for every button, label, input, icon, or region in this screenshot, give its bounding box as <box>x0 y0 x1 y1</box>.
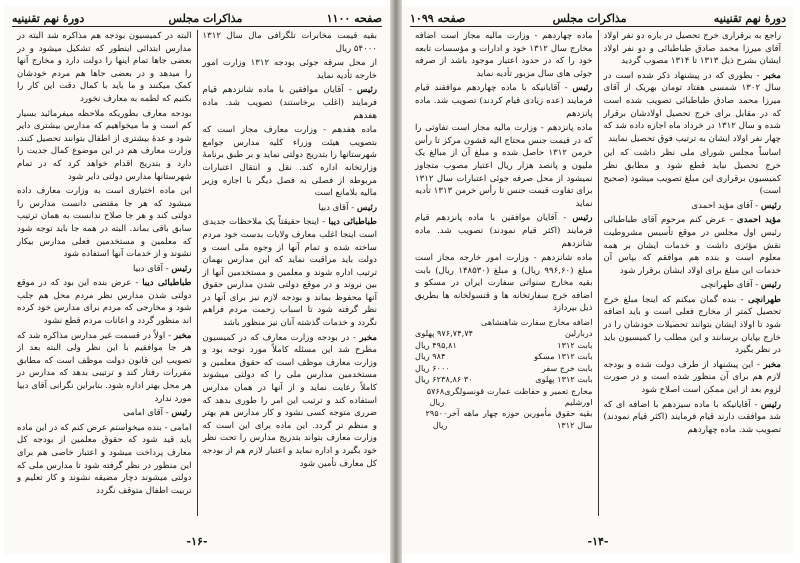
speech-text: آقای دبیا <box>318 202 349 213</box>
speech-text: آقایان موافقین با ماده پانزدهم قیام فرمایند (اکثر قیام نمودند) تصویب شد. ماده شانزدهم <box>415 213 593 249</box>
speaker-name: رئیس <box>356 85 377 96</box>
table-row <box>415 340 593 351</box>
speaker-paragraph: رئیس - آقای دبیا <box>318 202 377 213</box>
speaker-paragraph: مخبر - بطوری که در پیشنهاد ذکر شده است در سال ۱۳۰۲ شمسی هفتاد تومان بهریک از آقای میرزا محمد صادق طباطبائی تصویب شده است که در مقابل برای خرج تحصیل اولادشان برقرار شده و سال ۱۳۱۲ در خرداد ماه اجازه داده شد که چهار نفر اولاد ایشان به ترتیب فوق تحصیل نمایند <box>603 70 781 144</box>
speech-text: در بودجه وزارت معارف که در کمیسیون مطرح شد این مسئله کاملاً مورد توجه بود و وزارت معارف موظف است که حقوق معلمین و مستخدمین مدارس ملی را که دولتی میشوند کاملاً رعایت نماید و از آنها در همان مدارس استفاده کند و ترتیب این امر را طوری بدهد که ضرری متوجه کسی نشود و کار مدارس هم بهتر و منظم تر گردد. این ماده برای این است که وزارت معارف بتواند بتدریج مدارس را تحت نظر خود بگیرد و اداره نماید و اعتبار لازم هم از بودجه کل معارف تأمین شود <box>202 332 377 469</box>
speech-text: آقایانیکه با ماده چهاردهم موافقند قیام فرمایند (عده زیادی قیام کردند) تصویب شد. ماده پانزدهم <box>415 83 593 119</box>
text-paragraph: بقیه قیمت مخابرات تلگرافی مال سال ۱۳۱۲ ۵۴۰۰۰ ریال <box>202 31 377 54</box>
table-row <box>415 374 593 385</box>
budget-table <box>415 317 593 431</box>
speaker-paragraph: مخبر - اولاً در قسمت غیر مدارس مذاکره شد که هر جا موافقیم با این نظر ولی البته بعد از تصویب این قانون دولت موظف است که مطابق مقررات رفتار کند و ترتیبی بدهد که مدارس در هر محل بهتر اداره شود. بنابراین نگرانی آقای دبیا مورد ندارد <box>17 330 192 404</box>
speech-text: بنده گمان میکنم که اینجا مبلغ خرج تحصیل کمتر از مخارج فعلی است و باید اضافه شود تا اولاد ایشان بتوانند تحصیلات خودشان را در خارج بپایان برسانند و این مطلب را کمیسیون باید در نظر بگیرد <box>603 294 781 356</box>
speaker-paragraph: رئیس - آقایانیکه با ماده چهاردهم موافقند قیام فرمایند (عده زیادی قیام کردند) تصویب شد. ماده پانزدهم <box>415 83 593 119</box>
speaker-paragraph: طباطبائی دیبا - اینجا حقیقتاً یک ملاحظات جدیدی است اینجا اغلب معارف ولایات بدست خود مردم ساخته شده و تمام آنها از وجوه ملی است و دولت باید مراقبت نماید که این مدارس بهمان ترتیب اداره شوند و معلمین و مستخدمین آنها از بین نروند و در موقع دولتی شدن مدارس حقوق آنها محفوظ بماند و بودجه لازم نیز برای آنها در نظر گرفته شود تا اسباب زحمت مردم فراهم نگردد و خدمات گذشته آنان نیز منظور باشد <box>202 217 377 329</box>
speaker-name: مخبر <box>763 70 781 81</box>
speech-text: این پیشنهاد از طرف دولت شده و بودجه لازم هم برای آن منظور شده است و در صورت لزوم بعد از این ممکن است اصلاح شود <box>603 359 781 396</box>
text-paragraph: البته در کمیسیون بودجه هم مذاکره شد البته در مدارس ابتدائی اینطور که تشکیل میشود و در بعضی جاها تمام اینها را دولت دارد و مخارج آنها را میدهد و در بعضی جاها هم مردم خودشان کمک میکنند و ما باید با کمال دقت این کار را بکنیم که لطمه به معارف نخورد <box>17 31 192 104</box>
speech-text: آقایان موافقین با ماده شانزدهم قیام فرمایند (اغلب برخاستند) تصویب شد. ماده هفدهم <box>202 85 377 121</box>
speaker-name: رئیس <box>760 200 781 211</box>
speech-text: آقای دبیا <box>133 263 164 274</box>
text-paragraph: ماده شانزدهم - وزارت امور خارجه مجاز است مبلغ (۹۹۶,۶۰ ریال) و مبلغ (۱۴۸۵۳۰ ریال) بابت بقیه مخارج سنواتی سفارت ایران در مسکو و اضافه خرج سفارتخانه ها و قنسولخانه ها بطریق ذیل بپردازد <box>415 253 593 314</box>
right-col-left <box>410 30 598 516</box>
table-row-label: بابت ۱۳۱۲ پهلوی <box>535 374 593 385</box>
text-paragraph: این ماده اختیاری است به وزارت معارف داده میشود که هر جا مقتضی دانست مدارس را دولتی کند و هر جا صلاح ندانست به همان ترتیب سابق باقی بماند. البته در همه جا باید توجه شود که معلمین و مستخدمین فعلی مدارس بیکار نشوند و از خدمات آنها استفاده شود <box>17 186 192 260</box>
page-gutter <box>390 0 402 563</box>
speaker-paragraph: رئیس - آقای مؤید احمدی <box>691 200 781 211</box>
table-row <box>415 386 593 409</box>
table-row-value: ۹۷۶,۷۴,۷۴ پهلوی <box>415 328 474 339</box>
left-session-label: دورهٔ نهم تقنینیه <box>12 11 85 25</box>
right-session-label: دورهٔ نهم تقنینیه <box>713 11 786 25</box>
speaker-name: مؤید احمدی <box>736 215 781 226</box>
table-row-value: ۶۰۰۰ ریال <box>415 362 450 373</box>
table-row-label: دربارلین <box>564 328 593 339</box>
text-paragraph: از محل سرقه جوئی بودجه ۱۳۱۲ وزارت امور خارجه تأدیه نماید <box>202 58 377 81</box>
speaker-paragraph: مخبر - در بودجه وزارت معارف که در کمیسیون مطرح شد این مسئله کاملاً مورد توجه بود و وزارت معارف موظف است که حقوق معلمین و مستخدمین مدارس ملی را که دولتی میشوند کاملاً رعایت نماید و از آنها در همان مدارس استفاده کند و ترتیب این امر را طوری بدهد که ضرری متوجه کسی نشود و کار مدارس هم بهتر و منظم تر گردد. این ماده برای این است که وزارت معارف بتواند بتدریج مدارس را تحت نظر خود بگیرد و اداره نماید و اعتبار لازم هم از بودجه کل معارف تأمین شود <box>202 332 378 469</box>
text-paragraph: اساساً مجلس شورای ملی نظر داشت که این خرج تحصیل نباید قطع شود و مطابق نظر کمیسیون برقراری این مبلغ تصویب میشود (صحیح است) <box>603 148 781 197</box>
left-col-right <box>198 30 383 516</box>
speaker-name: طباطبائی دیبا <box>142 278 192 289</box>
speaker-name: رئیس <box>171 263 192 274</box>
right-page <box>402 6 794 554</box>
table-row-value: ۵۷۶۸ ریال <box>426 385 445 407</box>
left-page <box>4 6 390 554</box>
left-page-number: صفحه ۱۱۰۰ <box>326 11 382 25</box>
left-page-title: مذاکرات مجلس <box>168 11 243 25</box>
left-folio: -۱۶- <box>186 535 208 548</box>
right-col-right <box>599 30 787 516</box>
speaker-paragraph: رئیس - آقایان موافقین با ماده پانزدهم قیام فرمایند (اکثر قیام نمودند) تصویب شد. ماده شانزدهم <box>415 213 593 249</box>
speaker-name: مخبر <box>359 332 378 343</box>
speaker-name: رئیس <box>572 213 593 224</box>
speaker-name: طباطبائی دیبا <box>328 217 377 228</box>
speaker-name: رئیس <box>356 202 377 213</box>
speech-text: آقای مؤید احمدی <box>691 200 753 211</box>
speaker-paragraph: مؤید احمدی - عرض کنم مرحوم آقای طباطبائی رئیس اول مجلس در موقع تأسیس مشروطیت نقش مؤثری داشت و خدمات ایشان بر همه معلوم است و بنده هم موافقم که بپاس آن خدمات این مبلغ برای اولاد ایشان برقرار شود <box>603 215 781 276</box>
speaker-paragraph: مخبر - این پیشنهاد از طرف دولت شده و بودجه لازم هم برای آن منظور شده است و در صورت لزوم بعد از این ممکن است اصلاح شود <box>603 359 781 396</box>
table-row-label: بقیه حقوق مأمورین حوزه چهار ماهه آخر سال ۱۳۱۲ <box>447 408 593 430</box>
speaker-paragraph: طباطبائی دیبا - عرض بنده این بود که در موقع دولتی شدن مدارس نظر مردم محل هم جلب شود و مخارجی که مردم برای مدارس خود کرده اند منظور گردد و اعانات مردم قطع نشود <box>17 278 192 327</box>
table-row <box>415 317 593 328</box>
table-row-label: مخارج تعمیر و حفاظت عمارت قونسولگری اورشلیم <box>444 385 593 407</box>
speech-text: آقایانیکه با ماده سیزدهم با اضافه ای که شد موافقت دارند قیام فرمایند (اکثر قیام نمودند) تصویب شد. ماده چهاردهم <box>603 399 781 435</box>
speaker-name: رئیس <box>171 408 192 419</box>
table-row <box>415 351 593 362</box>
speech-text: اولاً در قسمت غیر مدارس مذاکره شد که هر جا موافقیم با این نظر ولی البته بعد از تصویب این قانون دولت موظف است که مطابق مقررات رفتار کند و ترتیبی بدهد که مدارس در هر محل بهتر اداره شود. بنابراین نگرانی آقای دبیا مورد ندارد <box>17 330 192 404</box>
text-paragraph: امامی - بنده میخواستم عرض کنم که در این ماده باید قید شود که حقوق معلمین از بودجه کل معارف پرداخت میشود و اعتبار خاصی هم برای این منظور در نظر گرفته شود تا مدارس ملی که دولتی میشوند دچار مضیقه نشوند و کار تعلیم و تربیت اطفال متوقف نگردد <box>17 422 192 496</box>
text-paragraph: بودجه معارف بطوریکه ملاحظه میفرمائید بسیار کم است و ما میخواهیم که مدارس بیشتری دایر شود و عدهٔ بیشتری از اطفال بتوانند تحصیل کنند. وزارت معارف هم در این موضوع کمال جدیت را دارد و بتدریج اقدام خواهد کرد که در تمام شهرستانها مدارس دولتی دایر شود <box>17 108 192 182</box>
right-page-title: مذاکرات مجلس <box>552 11 627 25</box>
speech-text: آقای امامی <box>123 408 164 419</box>
speaker-name: مخبر <box>174 330 192 341</box>
right-page-number: صفحه ۱۰۹۹ <box>410 11 466 25</box>
speaker-paragraph: طهرانچی - بنده گمان میکنم که اینجا مبلغ خرج تحصیل کمتر از مخارج فعلی است و باید اضافه شود تا اولاد ایشان بتوانند تحصیلات خودشان را در خارج بپایان برسانند و این مطلب را کمیسیون باید در نظر بگیرد <box>603 294 781 356</box>
text-paragraph: ماده هفدهم - وزارت معارف مجاز است که بتصویب هیئت وزراء کلیه مدارس جوامع شهرستانها را بتدریج دولتی نماید و بر طبق برنامهٔ وزارتخانه اداره کند. نقل و انتقال اعتبارات مربوطه از فصلی به فصل دیگر با اجازه وزیر مالیه بلامانع است <box>202 125 377 199</box>
speaker-paragraph: رئیس - آقایانیکه با ماده سیزدهم با اضافه ای که شد موافقت دارند قیام فرمایند (اکثر قیام نمودند) تصویب شد. ماده چهاردهم <box>603 399 781 435</box>
speaker-name: رئیس <box>760 280 781 291</box>
speaker-paragraph: رئیس - آقایان موافقین با ماده شانزدهم قیام فرمایند (اغلب برخاستند) تصویب شد. ماده هفدهم <box>202 85 377 121</box>
table-row-value: ۹۸۴ ریال <box>415 351 446 362</box>
speech-text: عرض بنده این بود که در موقع دولتی شدن مدارس نظر مردم محل هم جلب شود و مخارجی که مردم برای مدارس خود کرده اند منظور گردد و اعانات مردم قطع نشود <box>17 278 192 327</box>
speaker-paragraph: رئیس - آقای امامی <box>123 408 192 419</box>
table-row-value: ۲۹۵۰۰ ریال <box>425 408 448 430</box>
table-row-label: بابت خرج سفر <box>541 362 593 373</box>
speaker-name: رئیس <box>572 83 593 94</box>
left-header <box>12 10 382 27</box>
text-paragraph: ماده چهاردهم - وزارت مالیه مجاز است اضافه مخارج سال ۱۳۱۲ خود و ادارات و مؤسسات تابعه خود را که در حدود اعتبار موجود باشد از صرفه جوئی های سال مزبور تأدیه نماید <box>415 31 593 79</box>
table-row <box>415 408 593 431</box>
speaker-paragraph: رئیس - آقای طهرانچی <box>700 280 781 291</box>
table-row-value: ۴۹۵,۸۱ ریال <box>415 339 457 350</box>
speaker-name: طهرانچی <box>747 294 781 305</box>
table-row-label: بابت ۱۳۱۲ مسکو <box>534 351 593 362</box>
table-row <box>415 363 593 374</box>
right-header <box>410 10 786 27</box>
speech-text: بطوری که در پیشنهاد ذکر شده است در سال ۱۳۰۲ شمسی هفتاد تومان بهریک از آقای میرزا محمد صادق طباطبائی تصویب شده است که در مقابل برای خرج تحصیل اولادشان برقرار شده و سال ۱۳۱۲ در خرداد ماه اجازه داده شد که چهار نفر اولاد ایشان به ترتیب فوق تحصیل نمایند <box>603 70 781 144</box>
text-paragraph: ماده پانزدهم - وزارت مالیه مجاز است تفاوتی را که در قیمت جنس محتاج الیه قشون مرکز تا رأس خرمن ۱۳۱۲ حاصل شده و مبلغ آن از مبالغ یک ملیون و پانصد هزار ریال اعتبار مصوب متجاوز نمیشود از محل صرفه جوئی اعتبارات سال ۱۳۱۲ برای تفاوت قیمت جنس تا رأس خرمن ۱۳۱۳ تأدیه نماید <box>415 123 593 209</box>
speech-text: عرض کنم مرحوم آقای طباطبائی رئیس اول مجلس در موقع تأسیس مشروطیت نقش مؤثری داشت و خدمات ایشان بر همه معلوم است و بنده هم موافقم که بپاس آن خدمات این مبلغ برای اولاد ایشان برقرار شود <box>603 215 781 276</box>
right-folio: -۱۴- <box>587 535 609 548</box>
text-paragraph: راجع به برقراری خرج تحصیل در باره دو نفر اولاد آقای میرزا محمد صادق طباطبائی و دو نفر اولاد ایشان بشرح ذیل ۱۳۱۳ تا ۱۳۱۴ مصوب گردید <box>603 31 781 67</box>
speaker-name: مخبر <box>763 359 781 370</box>
table-row-label: اضافه مخارج سفارت شاهنشاهی <box>481 317 593 328</box>
left-col-left <box>12 30 197 516</box>
speaker-paragraph: رئیس - آقای دبیا <box>133 263 192 274</box>
table-row-value: ۳۰ ۶۲۳۸,۸۶ ریال <box>415 374 473 385</box>
speech-text: آقای طهرانچی <box>700 280 753 291</box>
speaker-name: رئیس <box>760 399 781 410</box>
table-row <box>415 328 593 339</box>
table-row-label: بابت ۱۳۱۲ <box>557 339 593 350</box>
speech-text: اینجا حقیقتاً یک ملاحظات جدیدی است اینجا اغلب معارف ولایات بدست خود مردم ساخته شده و تمام آنها از وجوه ملی است و دولت باید مراقبت نماید که این مدارس بهمان ترتیب اداره شوند و معلمین و مستخدمین آنها از بین نروند و در موقع دولتی شدن مدارس حقوق آنها محفوظ بماند و بودجه لازم نیز برای آنها در نظر گرفته شود تا اسباب زحمت مردم فراهم نگردد و خدمات گذشته آنان نیز منظور باشد <box>202 217 377 329</box>
